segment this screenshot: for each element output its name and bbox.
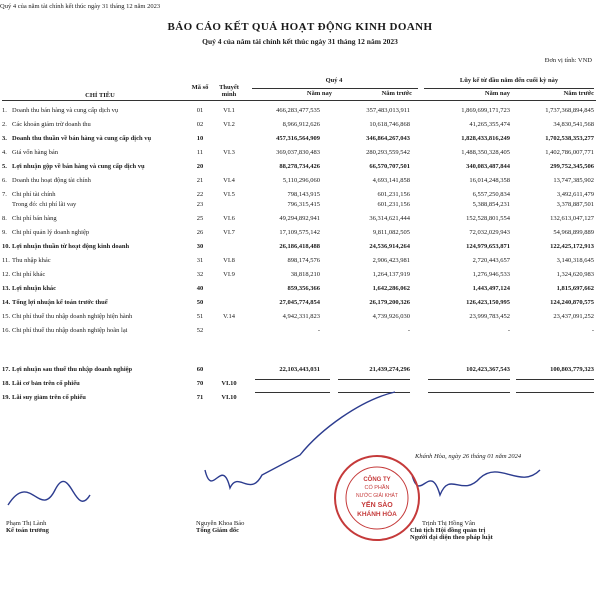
row-ytd-this-year: 5,388,854,231 xyxy=(472,201,510,208)
report-title: BÁO CÁO KẾT QUẢ HOẠT ĐỘNG KINH DOANH xyxy=(167,21,433,33)
row-ytd-last-year: 3,140,318,645 xyxy=(556,257,594,264)
row-note: VI.1 xyxy=(223,107,235,114)
row-q4-this-year: 859,356,366 xyxy=(287,285,320,292)
row-ytd-this-year: 102,423,367,543 xyxy=(466,366,510,373)
col-ytd-this-year: Năm nay xyxy=(484,90,510,97)
row-note: VI.2 xyxy=(223,121,235,128)
row-code: 01 xyxy=(196,107,204,114)
row-ytd-this-year: - xyxy=(507,327,510,334)
stamp-line: NƯỚC GIẢI KHÁT xyxy=(356,493,398,499)
row-q4-this-year: 796,315,415 xyxy=(287,201,320,208)
row-note: VI.10 xyxy=(221,380,237,387)
row-q4-this-year: 5,110,296,060 xyxy=(282,177,320,184)
row-ytd-this-year: 340,083,487,844 xyxy=(466,163,510,170)
row-item-name: Các khoản giảm trừ doanh thu xyxy=(12,121,91,128)
row-number: 1. xyxy=(2,107,7,114)
row-note: V.14 xyxy=(223,313,235,320)
row-number: 8. xyxy=(2,215,7,222)
row-number: 11. xyxy=(2,257,10,264)
row-item-name: Chi phí tài chính xyxy=(12,191,56,198)
row-ytd-this-year: 1,443,497,124 xyxy=(472,285,510,292)
row-q4-last-year: 601,231,156 xyxy=(377,191,410,198)
row-code: 22 xyxy=(196,191,204,198)
row-q4-last-year: 280,293,559,542 xyxy=(366,149,410,156)
row-q4-this-year: 88,278,734,426 xyxy=(279,163,320,170)
row-q4-this-year: 26,186,418,488 xyxy=(279,243,320,250)
row-number: 6. xyxy=(2,177,7,184)
row-ytd-last-year: 1,402,786,007,771 xyxy=(545,149,594,156)
row-item-name: Doanh thu hoạt động tài chính xyxy=(12,177,91,184)
row-ytd-this-year: 152,528,801,554 xyxy=(466,215,510,222)
row-q4-last-year: 66,570,707,501 xyxy=(369,163,410,170)
signature-block-director xyxy=(196,520,244,534)
row-q4-this-year: 49,294,892,941 xyxy=(279,215,320,222)
col-code: Mã số xyxy=(191,84,209,91)
row-ytd-last-year: 1,702,538,353,277 xyxy=(545,135,594,142)
row-item-name: Giá vốn hàng bán xyxy=(12,149,59,156)
row-code: 30 xyxy=(196,243,204,250)
row-q4-last-year: 2,906,423,981 xyxy=(372,257,410,264)
row-ytd-this-year: 6,557,250,834 xyxy=(472,191,510,198)
row-q4-last-year: 346,864,267,043 xyxy=(366,135,410,142)
row-ytd-last-year: 299,752,345,506 xyxy=(550,163,594,170)
row-code: 11 xyxy=(196,149,204,156)
row-item-name: Lợi nhuận khác xyxy=(12,285,57,292)
row-code: 21 xyxy=(196,177,204,184)
col-note: Thuyết minh xyxy=(219,84,239,98)
chair-role: Chủ tịch Hội đồng quản trị xyxy=(410,527,486,534)
row-q4-this-year: 457,316,564,909 xyxy=(276,135,320,142)
company-stamp xyxy=(332,453,422,543)
row-q4-last-year: 1,642,286,062 xyxy=(372,285,410,292)
stamp-line: KHÁNH HÒA xyxy=(357,511,397,518)
row-ytd-this-year: 124,979,653,871 xyxy=(466,243,510,250)
legal-rep-role: Người đại diện theo pháp luật xyxy=(410,534,493,541)
row-ytd-this-year: 1,869,699,171,723 xyxy=(461,107,510,114)
signature-chairwoman xyxy=(412,470,540,495)
row-q4-last-year: 9,811,082,505 xyxy=(372,229,410,236)
stamp-line: YẾN SÀO xyxy=(361,502,393,509)
col-q4-last-year: Năm trước xyxy=(381,90,412,97)
row-code: 32 xyxy=(196,271,204,278)
row-item-name: Chi phí bán hàng xyxy=(12,215,57,222)
row-code: 71 xyxy=(196,394,204,401)
row-q4-this-year: 38,818,210 xyxy=(290,271,320,278)
row-code: 51 xyxy=(196,313,204,320)
row-code: 25 xyxy=(196,215,204,222)
col-ytd: Lũy kế từ đầu năm đến cuối kỳ này xyxy=(459,77,559,84)
row-q4-last-year: - xyxy=(407,327,410,334)
row-code: 20 xyxy=(196,163,204,170)
col-item: CHỈ TIÊU xyxy=(85,92,115,99)
row-q4-this-year: 898,174,576 xyxy=(287,257,320,264)
row-ytd-last-year: 124,240,870,575 xyxy=(550,299,594,306)
report-subtitle: Quý 4 của năm tài chính kết thúc ngày 31 tháng 12 năm 2023 xyxy=(202,37,398,46)
row-ytd-last-year: 54,968,899,889 xyxy=(553,229,594,236)
row-number: 2. xyxy=(2,121,7,128)
row-q4-last-year: 21,439,274,296 xyxy=(369,366,410,373)
accountant-role: Kế toán trưởng xyxy=(6,527,49,534)
row-ytd-this-year: 16,014,248,358 xyxy=(469,177,510,184)
row-item-name: Chi phí thuế thu nhập doanh nghiệp hoãn lại xyxy=(12,327,128,334)
signature-block-chair xyxy=(410,520,493,541)
row-ytd-last-year: 23,437,091,252 xyxy=(553,313,594,320)
row-q4-this-year: 798,143,915 xyxy=(287,191,320,198)
row-number: 10. xyxy=(2,243,11,250)
row-note: VI.10 xyxy=(221,394,237,401)
row-q4-last-year: 36,314,621,444 xyxy=(369,215,410,222)
row-number: 18. xyxy=(2,380,11,387)
row-code: 02 xyxy=(196,121,204,128)
row-ytd-last-year: 132,613,047,127 xyxy=(550,215,594,222)
row-item-name: Thu nhập khác xyxy=(12,257,51,264)
row-q4-last-year: 601,231,156 xyxy=(377,201,410,208)
row-ytd-last-year: 3,378,887,501 xyxy=(556,201,594,208)
report-date: Khánh Hòa, ngày 26 tháng 01 năm 2024 xyxy=(415,453,522,460)
row-item-name: Lợi nhuận gộp về bán hàng và cung cấp dịch vụ xyxy=(12,163,145,170)
row-number: 16. xyxy=(2,327,11,334)
row-number: 4. xyxy=(2,149,7,156)
row-ytd-this-year: 2,720,443,657 xyxy=(472,257,510,264)
row-item-name: Lợi nhuận sau thuế thu nhập doanh nghiệp xyxy=(12,366,133,373)
row-number: 15. xyxy=(2,313,11,320)
row-ytd-this-year: 23,999,783,452 xyxy=(469,313,510,320)
col-ytd-last-year: Năm trước xyxy=(563,90,594,97)
row-code: 26 xyxy=(196,229,204,236)
row-q4-last-year: 26,179,200,326 xyxy=(369,299,410,306)
row-item-name: Chi phí quản lý doanh nghiệp xyxy=(12,229,90,236)
row-ytd-last-year: 122,425,172,913 xyxy=(550,243,594,250)
signature-block-accountant xyxy=(6,520,49,534)
row-code: 23 xyxy=(196,201,204,208)
signature-accountant xyxy=(8,481,90,505)
row-ytd-this-year: 72,032,029,943 xyxy=(469,229,510,236)
stamp-line: CỔ PHẦN xyxy=(364,485,390,491)
row-note: VI.3 xyxy=(223,149,235,156)
director-name: Nguyễn Khoa Bảo xyxy=(196,520,245,527)
row-q4-this-year: 17,109,575,142 xyxy=(279,229,320,236)
stamp-line: CÔNG TY xyxy=(363,477,391,483)
row-number: 17. xyxy=(2,366,11,373)
row-q4-last-year: 357,483,013,911 xyxy=(366,107,410,114)
row-number: 9. xyxy=(2,229,7,236)
row-code: 60 xyxy=(196,366,204,373)
row-number: 5. xyxy=(2,163,7,170)
row-q4-this-year: 8,966,912,626 xyxy=(282,121,320,128)
row-q4-last-year: 24,536,914,264 xyxy=(369,243,410,250)
row-item-name: Lãi suy giảm trên cổ phiếu xyxy=(12,394,86,401)
row-item-name: Lãi cơ bản trên cổ phiếu xyxy=(12,380,80,387)
row-ytd-last-year: 13,747,385,902 xyxy=(553,177,594,184)
row-number: 12. xyxy=(2,271,11,278)
row-ytd-this-year: 1,488,350,328,405 xyxy=(461,149,510,156)
row-number: 3. xyxy=(2,135,7,142)
row-q4-this-year: - xyxy=(317,327,320,334)
row-number: 7. xyxy=(2,191,7,198)
row-code: 40 xyxy=(196,285,204,292)
row-q4-this-year: 369,037,830,483 xyxy=(276,149,320,156)
header-period-line: Quý 4 của năm tài chính kết thúc ngày 31 tháng 12 năm 2023 xyxy=(0,3,161,10)
row-q4-last-year: 10,618,746,868 xyxy=(369,121,410,128)
row-ytd-last-year: - xyxy=(591,327,594,334)
row-ytd-this-year: 1,828,433,816,249 xyxy=(461,135,510,142)
row-q4-this-year: 466,283,477,535 xyxy=(276,107,320,114)
row-ytd-last-year: 3,492,611,479 xyxy=(556,191,594,198)
row-code: 31 xyxy=(196,257,204,264)
row-q4-last-year: 4,739,926,030 xyxy=(372,313,410,320)
row-ytd-last-year: 1,815,697,662 xyxy=(556,285,594,292)
currency-unit: Đơn vị tính: VND xyxy=(544,57,592,64)
row-code: 10 xyxy=(196,135,204,142)
row-note: VI.5 xyxy=(223,191,235,198)
col-q4: Quý 4 xyxy=(325,77,343,84)
row-ytd-this-year: 1,276,946,533 xyxy=(472,271,510,278)
row-note: VI.8 xyxy=(223,257,235,264)
row-item-name: Doanh thu thuần về bán hàng và cung cấp dịch vụ xyxy=(12,135,152,142)
row-ytd-last-year: 34,830,541,568 xyxy=(553,121,594,128)
row-ytd-this-year: 126,423,150,995 xyxy=(466,299,510,306)
accountant-name: Phạm Thị Lành xyxy=(6,520,47,527)
row-q4-this-year: 4,942,331,823 xyxy=(282,313,320,320)
row-q4-last-year: 1,264,137,919 xyxy=(372,271,410,278)
row-number: 19. xyxy=(2,394,11,401)
director-role: Tổng Giám đốc xyxy=(196,527,239,534)
row-ytd-last-year: 1,324,620,983 xyxy=(556,271,594,278)
row-q4-this-year: 22,103,443,031 xyxy=(279,366,320,373)
row-q4-this-year: 27,045,774,854 xyxy=(279,299,320,306)
row-ytd-last-year: 1,737,368,894,845 xyxy=(545,107,594,114)
row-item-name: Doanh thu bán hàng và cung cấp dịch vụ xyxy=(12,107,119,114)
row-code: 52 xyxy=(196,327,204,334)
row-q4-last-year: 4,693,141,858 xyxy=(372,177,410,184)
row-code: 70 xyxy=(196,380,204,387)
row-note: VI.4 xyxy=(223,177,235,184)
row-note: VI.9 xyxy=(223,271,235,278)
row-item-name: Tổng lợi nhuận kế toán trước thuế xyxy=(12,299,108,306)
row-code: 50 xyxy=(196,299,204,306)
row-item-name: Chi phí thuế thu nhập doanh nghiệp hiện hành xyxy=(12,313,133,320)
row-item-name: Chi phí khác xyxy=(12,271,46,278)
chair-name: Trịnh Thị Hồng Vân xyxy=(422,520,476,527)
col-q4-this-year: Năm nay xyxy=(306,90,332,97)
row-item-name: Lợi nhuận thuần từ hoạt động kinh doanh xyxy=(12,243,130,250)
row-number: 13. xyxy=(2,285,11,292)
row-note: VI.7 xyxy=(223,229,235,236)
row-ytd-last-year: 100,803,779,323 xyxy=(550,366,594,373)
row-item-name: Trong đó: chi phí lãi vay xyxy=(12,201,77,208)
row-ytd-this-year: 41,265,355,474 xyxy=(469,121,510,128)
row-number: 14. xyxy=(2,299,11,306)
row-note: VI.6 xyxy=(223,215,235,222)
